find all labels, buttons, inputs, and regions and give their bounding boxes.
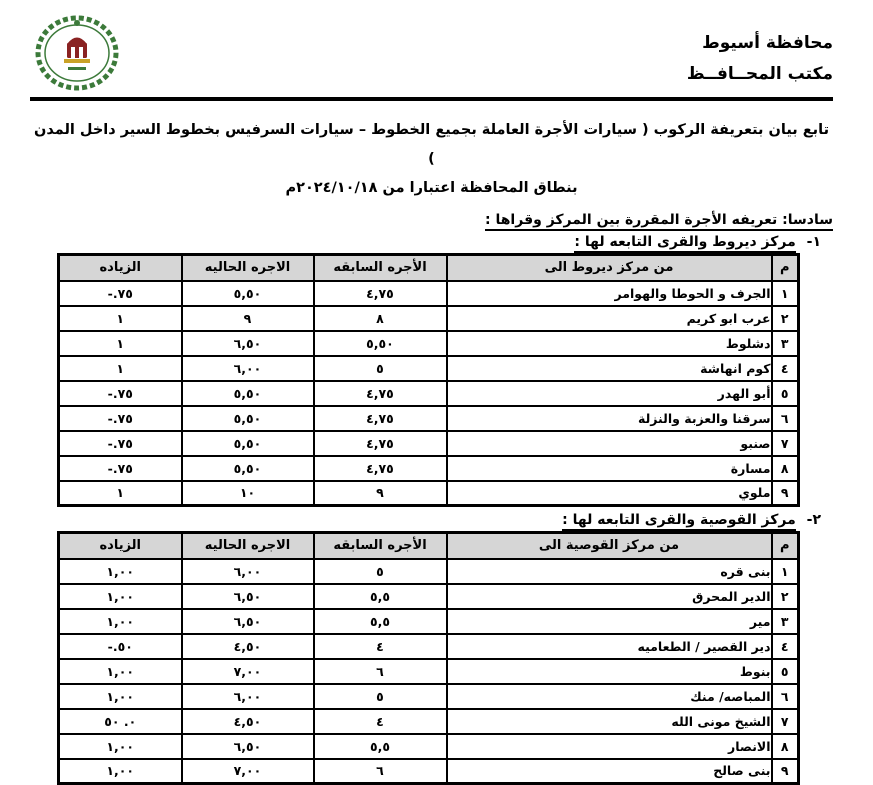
cell-previous-fare: ٤,٧٥ bbox=[314, 406, 447, 431]
cell-serial: ١ bbox=[772, 559, 799, 584]
cell-current-fare: ٥,٥٠ bbox=[182, 431, 314, 456]
cell-current-fare: ٦,٠٠ bbox=[182, 356, 314, 381]
cell-increase: ١,٠٠ bbox=[59, 684, 182, 709]
table-row bbox=[59, 634, 799, 659]
table-row bbox=[59, 431, 799, 456]
cell-increase: -.٧٥ bbox=[59, 431, 182, 456]
document-header bbox=[30, 14, 833, 97]
column-header-from: من مركز ديروط الى bbox=[447, 255, 772, 281]
cell-previous-fare: ٥ bbox=[314, 684, 447, 709]
cell-destination: عرب ابو كريم bbox=[447, 306, 772, 331]
table-row bbox=[59, 331, 799, 356]
cell-current-fare: ٥,٥٠ bbox=[182, 456, 314, 481]
cell-destination: صنبو bbox=[447, 431, 772, 456]
cell-increase: -.٧٥ bbox=[59, 456, 182, 481]
cell-increase: -.٧٥ bbox=[59, 406, 182, 431]
cell-destination: دير القصير / الطعاميه bbox=[447, 634, 772, 659]
table-heading-number: ٢- bbox=[806, 512, 821, 528]
cell-current-fare: ٦,٥٠ bbox=[182, 609, 314, 634]
cell-previous-fare: ٤,٧٥ bbox=[314, 381, 447, 406]
table-row bbox=[59, 734, 799, 759]
assiut-governorate-seal-logo bbox=[34, 14, 120, 92]
cell-destination: الدير المحرق bbox=[447, 584, 772, 609]
cell-increase: ١,٠٠ bbox=[59, 734, 182, 759]
cell-previous-fare: ٩ bbox=[314, 481, 447, 506]
cell-current-fare: ٦,٠٠ bbox=[182, 559, 314, 584]
table-heading-text: مركز القوصية والقرى التابعه لها : bbox=[562, 512, 796, 531]
cell-current-fare: ٥,٥٠ bbox=[182, 281, 314, 306]
cell-current-fare: ٦,٥٠ bbox=[182, 331, 314, 356]
table-row bbox=[59, 456, 799, 481]
cell-increase: -.٥٠ bbox=[59, 634, 182, 659]
cell-increase: ١,٠٠ bbox=[59, 759, 182, 784]
cell-serial: ٧ bbox=[772, 431, 799, 456]
cell-previous-fare: ٤,٧٥ bbox=[314, 431, 447, 456]
cell-destination: كوم انهاشة bbox=[447, 356, 772, 381]
cell-current-fare: ٧,٠٠ bbox=[182, 659, 314, 684]
section-heading bbox=[30, 212, 833, 228]
cell-current-fare: ٦,٥٠ bbox=[182, 584, 314, 609]
cell-destination: الانصار bbox=[447, 734, 772, 759]
cell-current-fare: ٤,٥٠ bbox=[182, 634, 314, 659]
cell-serial: ٤ bbox=[772, 356, 799, 381]
table-heading-qusiya bbox=[30, 512, 821, 528]
cell-serial: ٨ bbox=[772, 456, 799, 481]
cell-previous-fare: ٤,٧٥ bbox=[314, 456, 447, 481]
cell-increase: ١ bbox=[59, 331, 182, 356]
cell-serial: ٩ bbox=[772, 759, 799, 784]
cell-previous-fare: ٥,٥٠ bbox=[314, 331, 447, 356]
table-header-row bbox=[59, 533, 799, 559]
cell-destination: بنى صالح bbox=[447, 759, 772, 784]
cell-increase: ١ bbox=[59, 481, 182, 506]
column-header-current: الاجره الحاليه bbox=[182, 255, 314, 281]
table-row bbox=[59, 356, 799, 381]
fare-table-qusiya-block bbox=[30, 531, 833, 785]
column-header-from: من مركز القوصية الى bbox=[447, 533, 772, 559]
cell-previous-fare: ٥,٥ bbox=[314, 584, 447, 609]
table-row bbox=[59, 709, 799, 734]
cell-previous-fare: ٤,٧٥ bbox=[314, 281, 447, 306]
cell-serial: ٣ bbox=[772, 609, 799, 634]
cell-current-fare: ٦,٥٠ bbox=[182, 734, 314, 759]
cell-previous-fare: ٥ bbox=[314, 559, 447, 584]
document-title-line2: بنطاق المحافظة اعتبارا من ٢٠٢٤/١٠/١٨م bbox=[285, 180, 578, 196]
cell-destination: المباصه/ منك bbox=[447, 684, 772, 709]
table-row bbox=[59, 306, 799, 331]
cell-increase: ١,٠٠ bbox=[59, 609, 182, 634]
table-header-row bbox=[59, 255, 799, 281]
table-heading-dayrut bbox=[30, 234, 821, 250]
cell-serial: ٥ bbox=[772, 381, 799, 406]
table-row bbox=[59, 281, 799, 306]
fare-table-dayrut-block bbox=[30, 253, 833, 507]
cell-increase: ١,٠٠ bbox=[59, 559, 182, 584]
cell-current-fare: ٩ bbox=[182, 306, 314, 331]
org-name: محافظة أسيوط bbox=[702, 33, 833, 53]
cell-serial: ٦ bbox=[772, 406, 799, 431]
cell-previous-fare: ٦ bbox=[314, 659, 447, 684]
cell-serial: ٧ bbox=[772, 709, 799, 734]
table-row bbox=[59, 381, 799, 406]
cell-increase: ١ bbox=[59, 306, 182, 331]
cell-previous-fare: ٨ bbox=[314, 306, 447, 331]
table-row bbox=[59, 406, 799, 431]
table-row bbox=[59, 559, 799, 584]
column-header-serial: م bbox=[772, 533, 799, 559]
table-row bbox=[59, 481, 799, 506]
cell-destination: دشلوط bbox=[447, 331, 772, 356]
cell-serial: ٨ bbox=[772, 734, 799, 759]
cell-serial: ٣ bbox=[772, 331, 799, 356]
cell-current-fare: ٥,٥٠ bbox=[182, 381, 314, 406]
cell-increase: ١ bbox=[59, 356, 182, 381]
table-heading-text: مركز ديروط والقرى التابعه لها : bbox=[574, 234, 795, 253]
column-header-previous: الأجره السابقه bbox=[314, 255, 447, 281]
document-title bbox=[30, 116, 833, 203]
cell-previous-fare: ٥,٥ bbox=[314, 734, 447, 759]
cell-previous-fare: ٤ bbox=[314, 634, 447, 659]
fare-table-dayrut bbox=[57, 253, 800, 507]
table-row bbox=[59, 684, 799, 709]
cell-increase: -.٧٥ bbox=[59, 281, 182, 306]
cell-destination: ملوي bbox=[447, 481, 772, 506]
cell-previous-fare: ٦ bbox=[314, 759, 447, 784]
cell-destination: الجرف و الحوطا والهوامر bbox=[447, 281, 772, 306]
column-header-increase: الزياده bbox=[59, 255, 182, 281]
section-heading-text: سادسا: تعريفه الأجرة المقررة بين المركز وقراها : bbox=[485, 212, 833, 231]
header-divider bbox=[30, 97, 833, 101]
office-name: مكتب المحــافــظ bbox=[686, 64, 833, 84]
document-title-line1: تابع بيان بتعريفة الركوب ( سيارات الأجرة العاملة بجميع الخطوط – سيارات السرفيس بخطوط السير داخل المدن ) bbox=[33, 122, 830, 167]
column-header-previous: الأجره السابقه bbox=[314, 533, 447, 559]
column-header-serial: م bbox=[772, 255, 799, 281]
cell-serial: ١ bbox=[772, 281, 799, 306]
column-header-current: الاجره الحاليه bbox=[182, 533, 314, 559]
cell-current-fare: ١٠ bbox=[182, 481, 314, 506]
cell-increase: ١,٠٠ bbox=[59, 659, 182, 684]
cell-destination: بنى قره bbox=[447, 559, 772, 584]
fare-table-qusiya bbox=[57, 531, 800, 785]
cell-destination: أبو الهدر bbox=[447, 381, 772, 406]
cell-destination: سرقنا والعزبة والنزلة bbox=[447, 406, 772, 431]
cell-serial: ٦ bbox=[772, 684, 799, 709]
cell-serial: ٥ bbox=[772, 659, 799, 684]
cell-current-fare: ٤,٥٠ bbox=[182, 709, 314, 734]
cell-increase: ٠. ٥٠ bbox=[59, 709, 182, 734]
table-heading-number: ١- bbox=[806, 234, 821, 250]
table-row bbox=[59, 584, 799, 609]
cell-previous-fare: ٤ bbox=[314, 709, 447, 734]
cell-previous-fare: ٥ bbox=[314, 356, 447, 381]
cell-current-fare: ٥,٥٠ bbox=[182, 406, 314, 431]
cell-destination: مير bbox=[447, 609, 772, 634]
table-row bbox=[59, 659, 799, 684]
cell-serial: ٩ bbox=[772, 481, 799, 506]
cell-serial: ٢ bbox=[772, 306, 799, 331]
cell-destination: الشيخ مونى الله bbox=[447, 709, 772, 734]
cell-previous-fare: ٥,٥ bbox=[314, 609, 447, 634]
cell-current-fare: ٦,٠٠ bbox=[182, 684, 314, 709]
table-row bbox=[59, 609, 799, 634]
cell-serial: ٢ bbox=[772, 584, 799, 609]
cell-increase: ١,٠٠ bbox=[59, 584, 182, 609]
column-header-increase: الزياده bbox=[59, 533, 182, 559]
cell-current-fare: ٧,٠٠ bbox=[182, 759, 314, 784]
table-row bbox=[59, 759, 799, 784]
cell-increase: -.٧٥ bbox=[59, 381, 182, 406]
cell-destination: مسارة bbox=[447, 456, 772, 481]
cell-destination: بنوط bbox=[447, 659, 772, 684]
cell-serial: ٤ bbox=[772, 634, 799, 659]
